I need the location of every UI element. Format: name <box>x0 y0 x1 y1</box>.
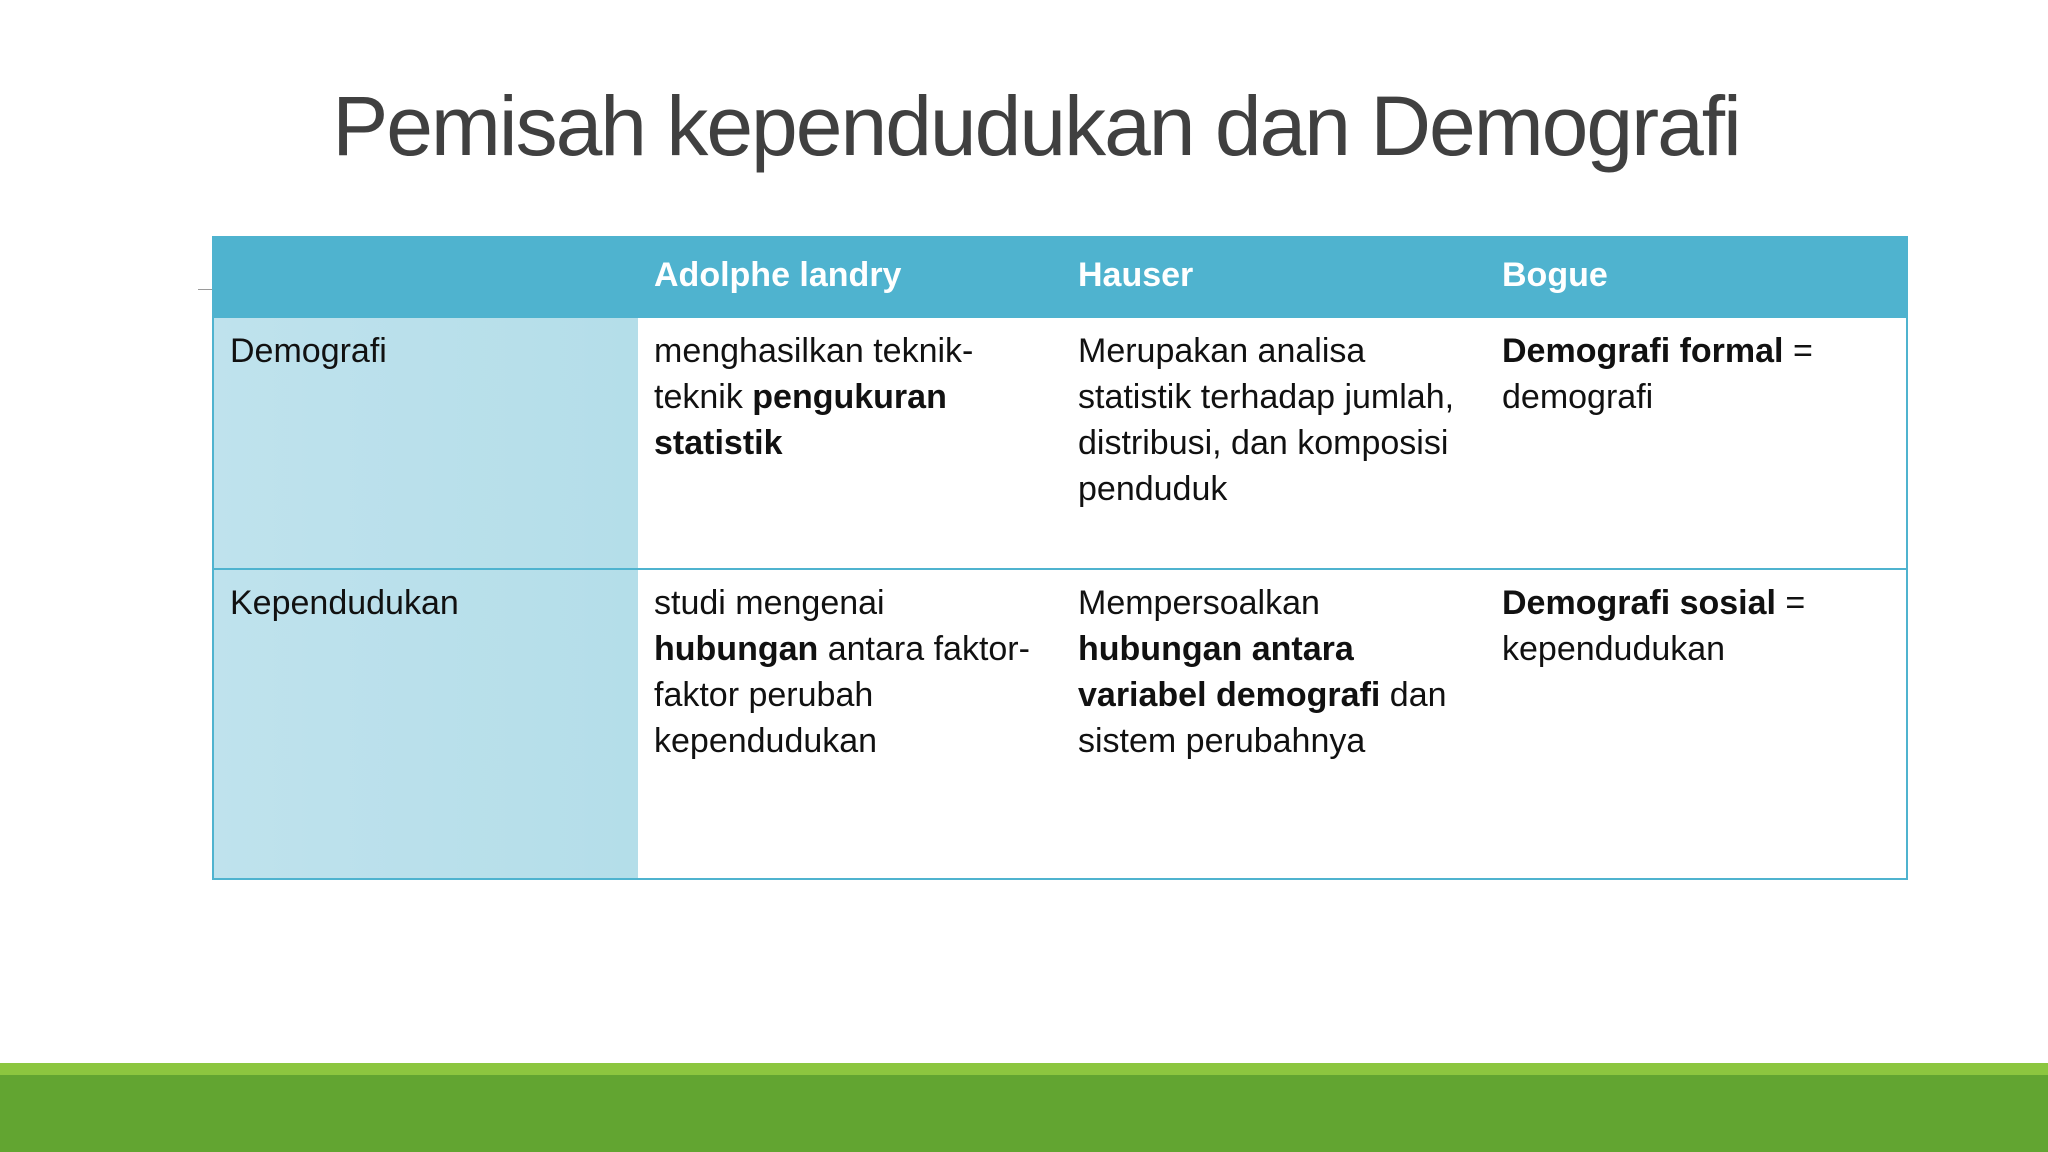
cell-text: = demografi <box>1502 332 1813 416</box>
cell-text: Merupakan analisa statistik terhadap jumlah, distribusi, dan komposisi penduduk <box>1078 332 1455 508</box>
cell-bold-text: Demografi formal <box>1502 332 1784 370</box>
cell-kependudukan-landry <box>638 570 1062 878</box>
cell-bold-text: pengukuran statistik <box>654 378 947 462</box>
cell-text: dan sistem perubahnya <box>1078 676 1447 760</box>
cell-demografi-landry <box>638 318 1062 570</box>
cell-text: antara faktor-faktor perubah kependudukan <box>654 630 1030 760</box>
cell-text: = kependudukan <box>1502 584 1806 668</box>
cell-demografi-bogue <box>1486 318 1906 570</box>
slide-title: Pemisah kependudukan dan Demografi <box>332 79 1740 173</box>
row-header-demografi: Demografi <box>214 318 638 570</box>
header-cell-empty <box>214 238 638 318</box>
footer-accent-bar <box>0 1063 2048 1075</box>
footer-bar <box>0 1075 2048 1152</box>
row-header-kependudukan: Kependudukan <box>214 570 638 878</box>
header-cell-bogue: Bogue <box>1486 238 1906 318</box>
header-cell-hauser: Hauser <box>1062 238 1486 318</box>
cell-demografi-hauser <box>1062 318 1486 570</box>
cell-text: studi mengenai <box>654 584 885 622</box>
comparison-table <box>212 236 1908 880</box>
header-cell-adolphe-landry: Adolphe landry <box>638 238 1062 318</box>
cell-kependudukan-hauser <box>1062 570 1486 878</box>
cell-bold-text: hubungan <box>654 630 819 668</box>
cell-kependudukan-bogue <box>1486 570 1906 878</box>
cell-bold-text: hubungan antara variabel demografi <box>1078 630 1381 714</box>
cell-bold-text: Demografi sosial <box>1502 584 1776 622</box>
cell-text: Mempersoalkan <box>1078 584 1320 622</box>
cell-text: menghasilkan teknik-teknik <box>654 332 974 416</box>
